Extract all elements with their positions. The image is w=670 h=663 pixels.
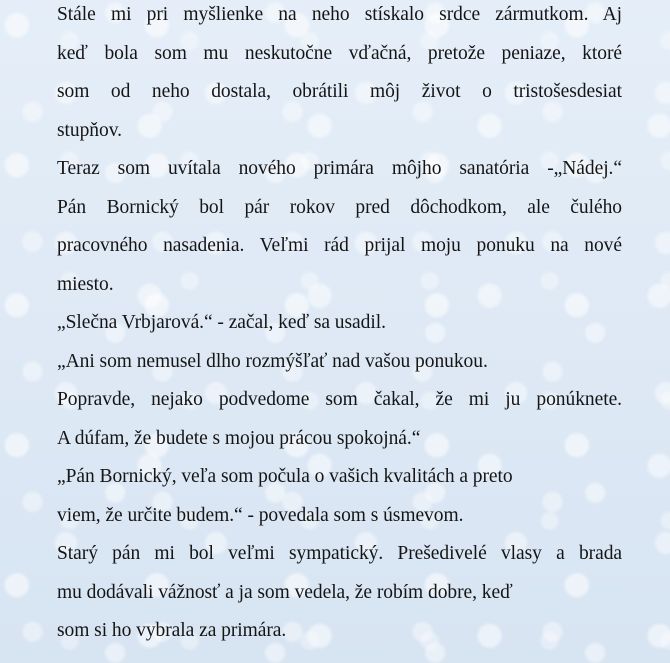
text-line: „Ani som nemusel dlho rozmýšľať nad vašou ponukou. bbox=[57, 350, 488, 372]
text-line: Popravde, nejako podvedome som čakal, že mi ju ponúknete. bbox=[57, 389, 622, 410]
text-line: som si ho vybrala za primára. bbox=[57, 620, 287, 641]
text-line: A dúfam, že budete s mojou prácou spokojná.“ bbox=[57, 427, 421, 449]
text-line: keď bola som mu neskutočne vďačná, pretože peniaze, ktoré bbox=[57, 42, 622, 64]
text-line: viem, že určite budem.“ - povedala som s úsmevom. bbox=[57, 504, 464, 526]
text-line: Stále mi pri myšlienke na neho stískalo srdce zármutkom. Aj bbox=[57, 4, 622, 25]
text-line: Teraz som uvítala nového primára môjho sanatória -„Nádej.“ bbox=[57, 158, 622, 179]
text-line: „Slečna Vrbjarová.“ - začal, keď sa usadil. bbox=[57, 312, 386, 333]
document-text bbox=[57, 0, 622, 651]
text-line: mu dodávali vážnosť a ja som vedela, že robím dobre, keď bbox=[57, 581, 513, 603]
text-line: Starý pán mi bol veľmi sympatický. Prešedivelé vlasy a brada bbox=[57, 543, 622, 564]
text-line: Pán Bornický bol pár rokov pred dôchodkom, ale čulého bbox=[57, 196, 622, 218]
text-line: pracovného nasadenia. Veľmi rád prijal moju ponuku na nové bbox=[57, 235, 622, 256]
text-line: miesto. bbox=[57, 273, 114, 295]
text-line: som od neho dostala, obrátili môj život o tristošesdesiat bbox=[57, 81, 622, 102]
text-line: „Pán Bornický, veľa som počula o vašich kvalitách a preto bbox=[57, 466, 513, 487]
text-line: stupňov. bbox=[57, 119, 122, 141]
